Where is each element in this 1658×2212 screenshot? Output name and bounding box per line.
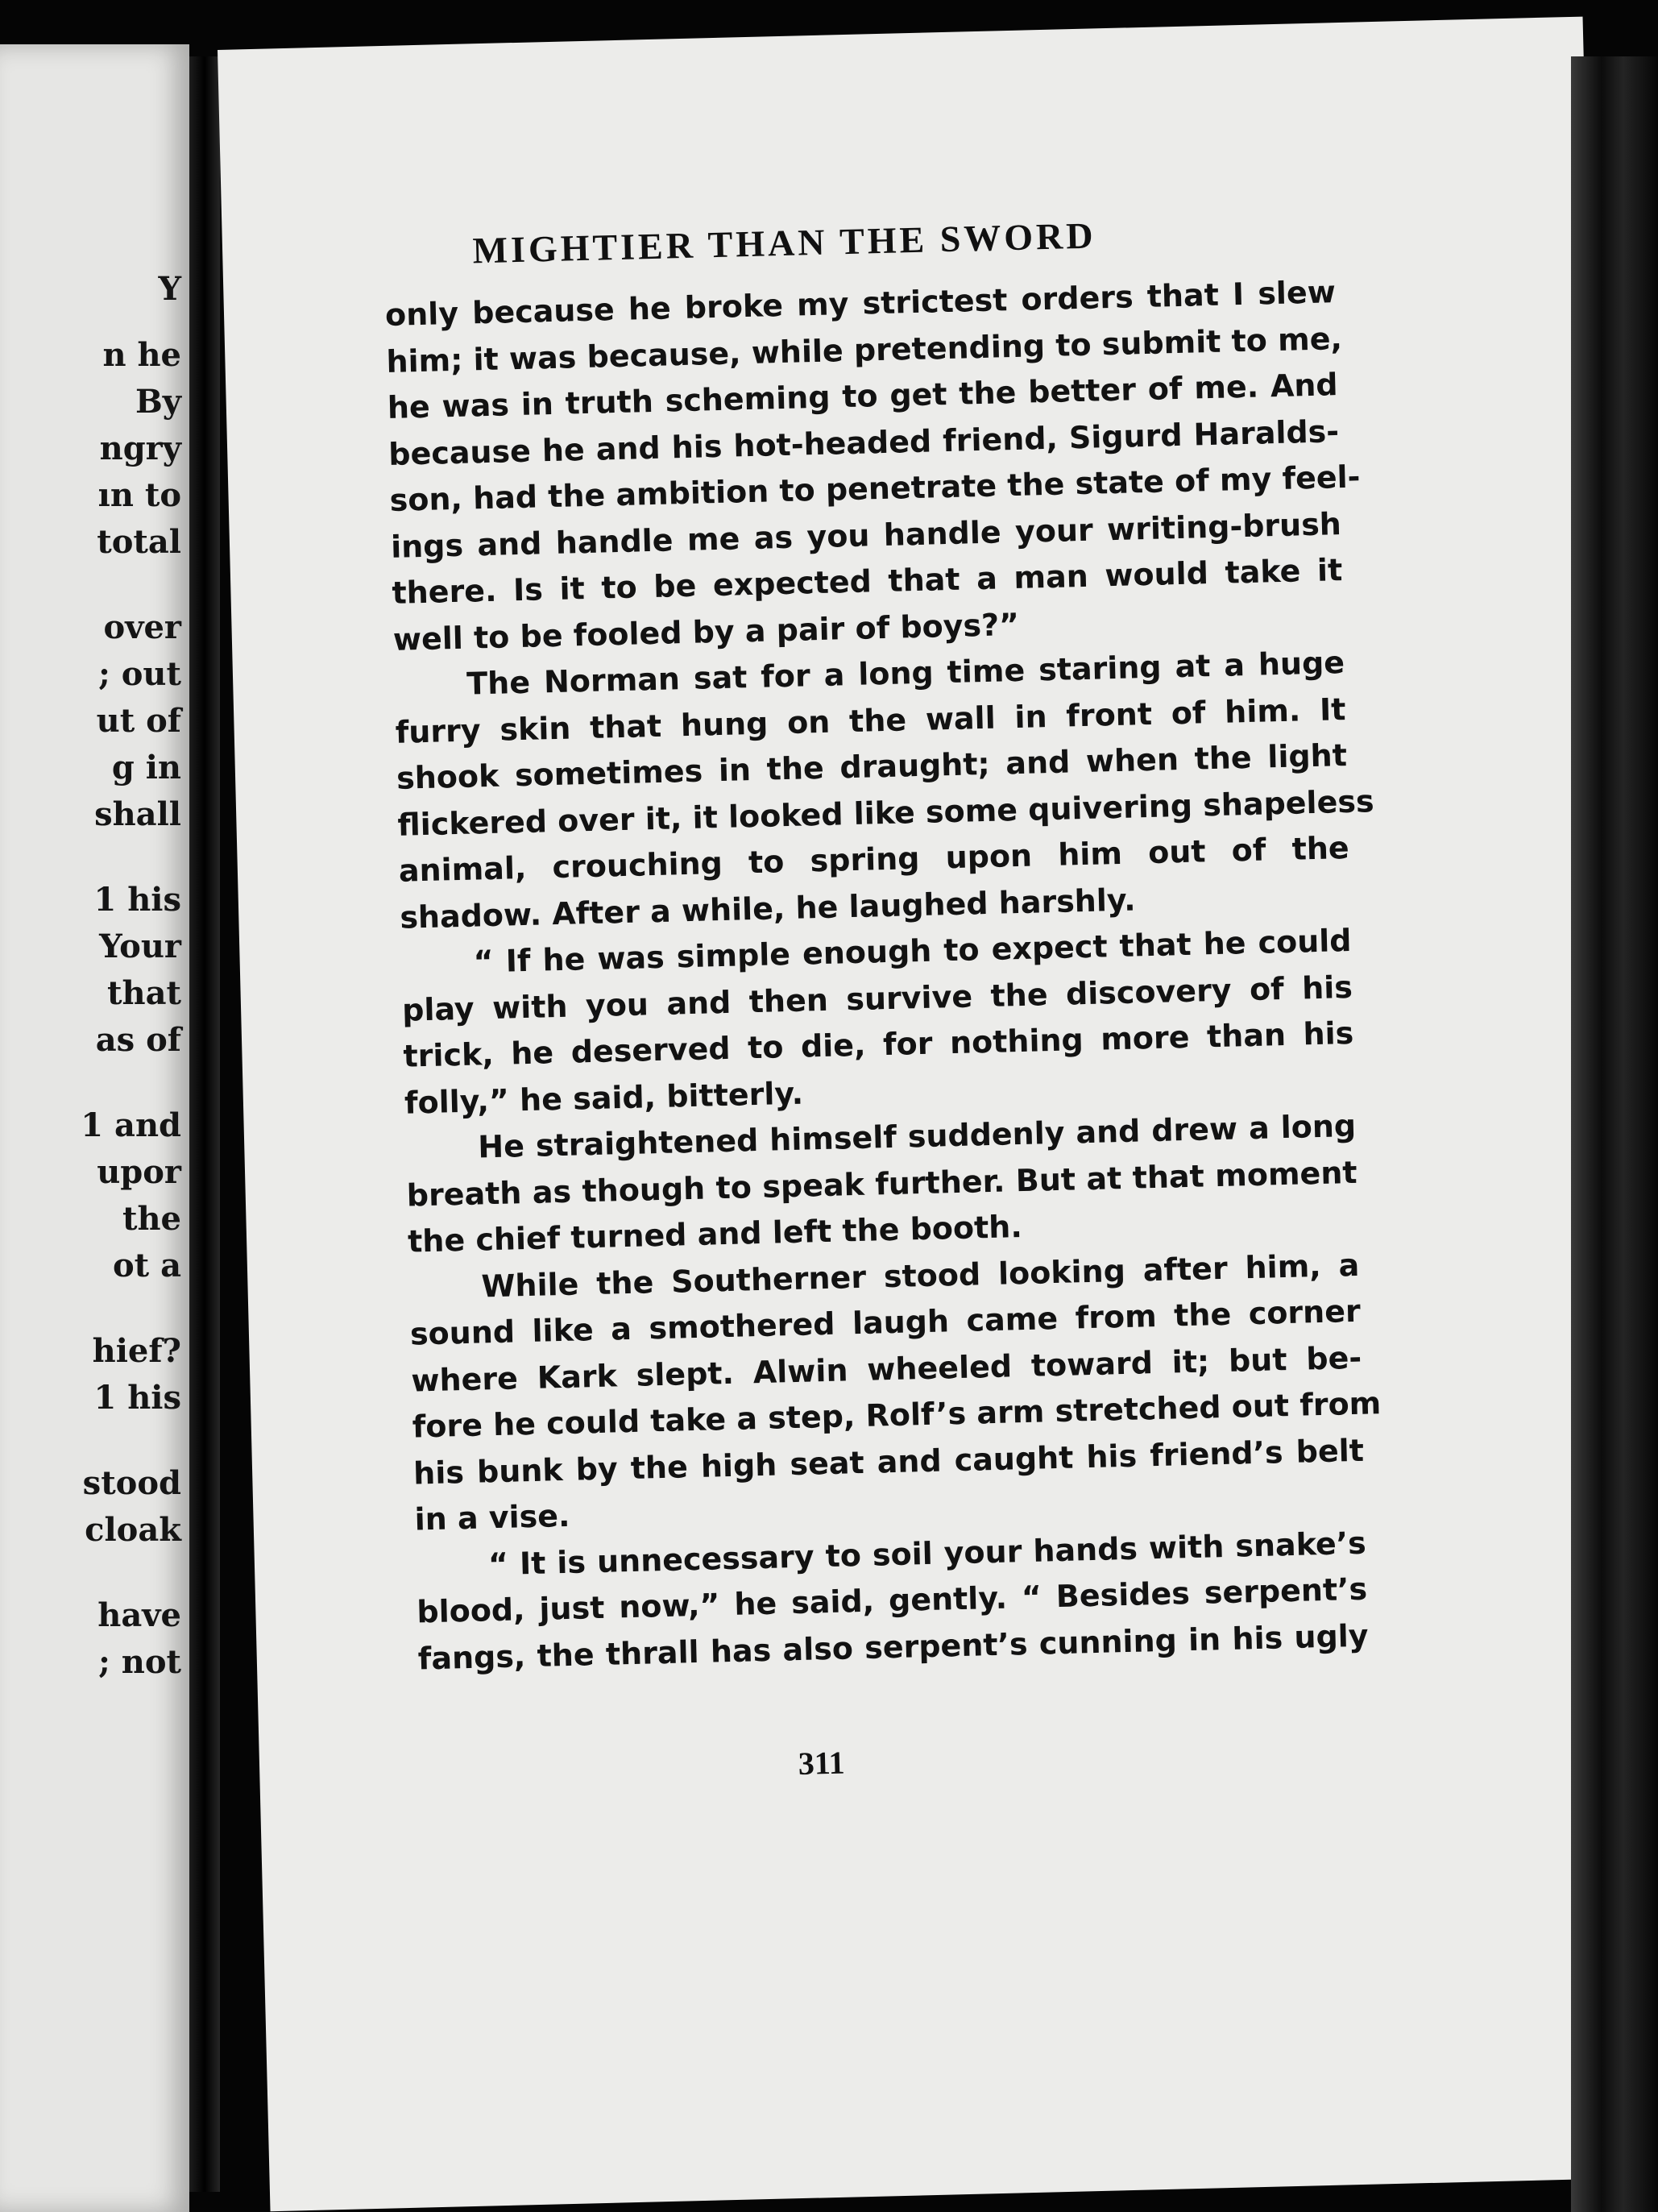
text-line: fore he could take a step, Rolf’s arm stretched out from [412, 1385, 1382, 1445]
left-line: Your [99, 928, 181, 965]
left-line: ot a [113, 1247, 181, 1284]
text-line: there. Is it to be expected that a man would take it [391, 552, 1343, 611]
text-line: “ It is unnecessary to soil your hands with snake’s [487, 1525, 1367, 1582]
text-line: fangs, the thrall has also serpent’s cunning in his ugly [417, 1617, 1370, 1677]
text-line: trick, he deserved to die, for nothing more than his [403, 1015, 1354, 1074]
text-line: ings and handle me as you handle your writing-brush [390, 505, 1342, 565]
left-line: ; out [98, 655, 181, 693]
left-line: over [103, 608, 181, 646]
text-line: he was in truth scheming to get the better of me. And [387, 367, 1339, 425]
left-line: stood [82, 1464, 181, 1502]
left-line: By [135, 383, 181, 421]
text-line: well to be fooled by a pair of boys?” [392, 606, 1020, 658]
left-line: ; not [98, 1643, 181, 1681]
text-line: He straightened himself suddenly and drew a long [477, 1107, 1357, 1165]
left-line: n he [102, 336, 181, 374]
page-number: 311 [798, 1744, 846, 1782]
page-edge [1571, 56, 1658, 2212]
left-line: total [97, 523, 181, 561]
left-line: as of [95, 1021, 181, 1059]
text-line: “ If he was simple enough to expect that he could [473, 922, 1352, 980]
text-line: where Kark slept. Alwin wheeled toward it; but be- [410, 1339, 1362, 1399]
left-line: ngry [99, 430, 181, 467]
left-line: ın to [97, 476, 181, 514]
text-line: him; it was because, while pretending to submit to me, [385, 320, 1343, 380]
text-line: because he and his hot-headed friend, Sigurd Haralds- [388, 413, 1340, 472]
left-line: 1 his [93, 1379, 181, 1417]
text-line: blood, just now,” he said, gently. “ Besides serpent’s [416, 1571, 1368, 1630]
text-line: folly,” he said, bitterly. [404, 1075, 804, 1121]
text-line: flickered over it, it looked like some quivering shapeless [397, 782, 1375, 843]
text-line: in a vise. [414, 1497, 570, 1538]
text-line: breath as though to speak further. But at that moment [406, 1154, 1357, 1214]
left-line: hief? [92, 1332, 181, 1370]
left-line: upor [97, 1153, 181, 1191]
text-line: sound like a smothered laugh came from the corner [409, 1293, 1362, 1352]
left-page [0, 44, 189, 2212]
left-line: ut of [96, 702, 181, 740]
text-line: animal, crouching to spring upon him out of the [398, 829, 1350, 889]
text-line: the chief turned and left the booth. [407, 1209, 1023, 1260]
text-line: shook sometimes in the draught; and when the light [396, 737, 1348, 796]
book-gutter [189, 56, 220, 2192]
left-line: cloak [85, 1511, 181, 1549]
text-line: son, had the ambition to penetrate the state of my feel- [389, 459, 1361, 518]
left-line: Y [158, 270, 181, 308]
left-line: that [107, 974, 181, 1012]
right-page [218, 17, 1635, 2212]
left-line: 1 his [93, 881, 181, 919]
running-head: MIGHTIER THAN THE SWORD [472, 214, 1097, 272]
left-line: the [122, 1200, 181, 1238]
left-line: have [97, 1596, 181, 1634]
text-line: While the Southerner stood looking after him, a [481, 1247, 1360, 1304]
left-line: g in [111, 749, 181, 786]
text-line: furry skin that hung on the wall in front of him. It [395, 691, 1346, 750]
text-line: shadow. After a while, he laughed harshly. [399, 881, 1137, 936]
text-line: The Norman sat for a long time staring at a huge [466, 645, 1345, 702]
body-text [384, 269, 1382, 1682]
left-line: 1 and [81, 1106, 181, 1144]
text-line: play with you and then survive the discovery of his [401, 969, 1353, 1028]
text-line: his bunk by the high seat and caught his friend’s belt [412, 1432, 1365, 1492]
left-line: shall [94, 795, 181, 833]
text-line: only because he broke my strictest orders that I slew [384, 274, 1337, 334]
